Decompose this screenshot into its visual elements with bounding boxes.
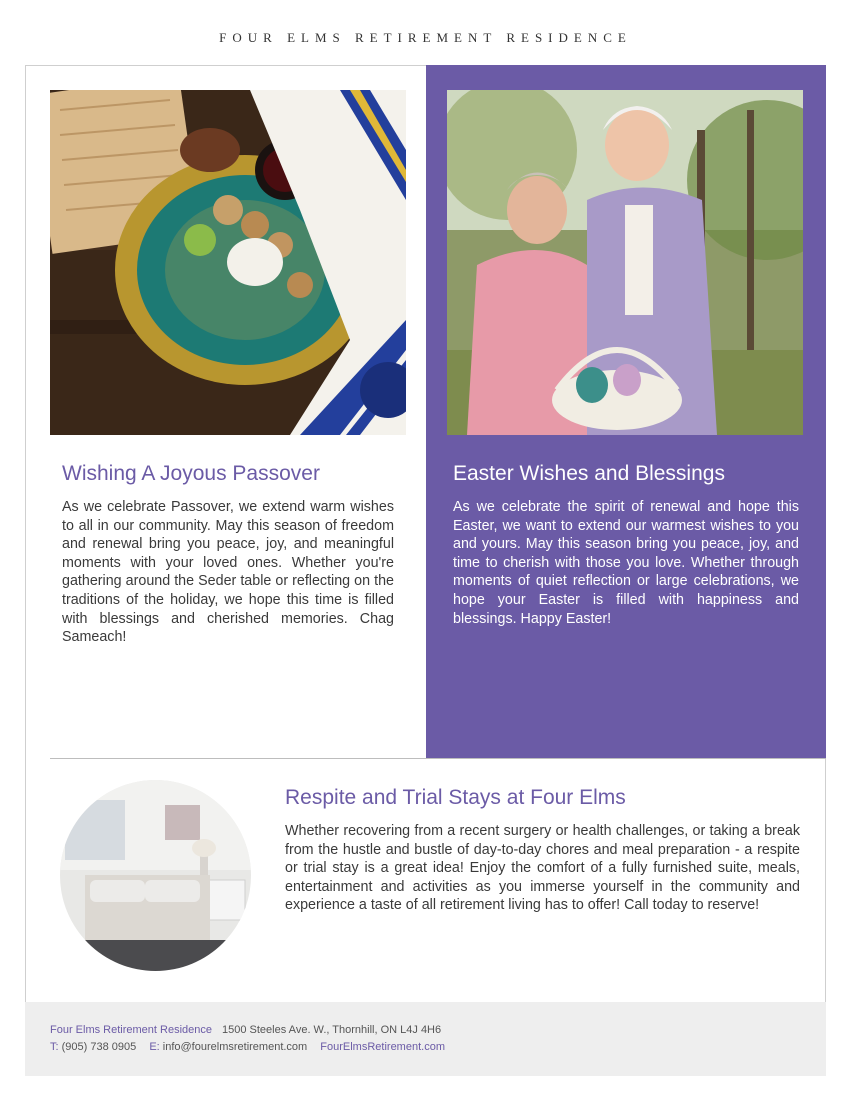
respite-body: Whether recovering from a recent surgery or health challenges, or taking a break from the hustle and bustle of day-to-day chores and meal preparation - a respite or trial stay is a great idea! Enjoy the comfort of a fully furnished suite, meals, entertainment and activities as you immerse yourself in the community and experience a taste of all retirement living has to offer! Call today to reserve! <box>285 823 800 914</box>
footer-email-label: E: <box>149 1041 160 1053</box>
footer-email[interactable]: info@fourelmsretirement.com <box>162 1041 308 1053</box>
passover-heading: Wishing A Joyous Passover <box>62 462 320 485</box>
passover-body: As we celebrate Passover, we extend warm wishes to all in our community. May this season of freedom and renewal bring you peace, joy, and meaningful moments with your loved ones. Whether you're gathering around the Seder table or reflecting on the traditions of the holiday, we hope this time is filled with blessings and cherished memories. Chag Sameach! <box>62 499 394 646</box>
passover-photo <box>50 90 406 435</box>
footer-phone[interactable]: (905) 738 0905 <box>61 1041 137 1053</box>
section-divider <box>50 758 826 759</box>
footer-name: Four Elms Retirement Residence <box>50 1024 213 1036</box>
respite-photo <box>60 780 251 971</box>
footer <box>25 1002 826 1076</box>
respite-heading: Respite and Trial Stays at Four Elms <box>285 786 626 809</box>
footer-contact-row <box>50 1041 445 1053</box>
footer-website-link[interactable]: FourElmsRetirement.com <box>320 1041 445 1053</box>
masthead: FOUR ELMS RETIREMENT RESIDENCE <box>219 30 632 45</box>
footer-phone-label: T: <box>50 1041 59 1053</box>
footer-address: 1500 Steeles Ave. W., Thornhill, ON L4J 4H6 <box>222 1024 442 1036</box>
easter-body: As we celebrate the spirit of renewal and hope this Easter, we want to extend our warmest wishes to you and yours. May this season bring you peace, joy, and time to cherish with those you love. Whether through moments of quiet reflection or large celebrations, we hope your Easter is filled with happiness and blessings. Happy Easter! <box>453 499 799 627</box>
easter-photo <box>447 90 803 435</box>
footer-address-row <box>50 1024 441 1036</box>
easter-heading: Easter Wishes and Blessings <box>453 462 725 485</box>
